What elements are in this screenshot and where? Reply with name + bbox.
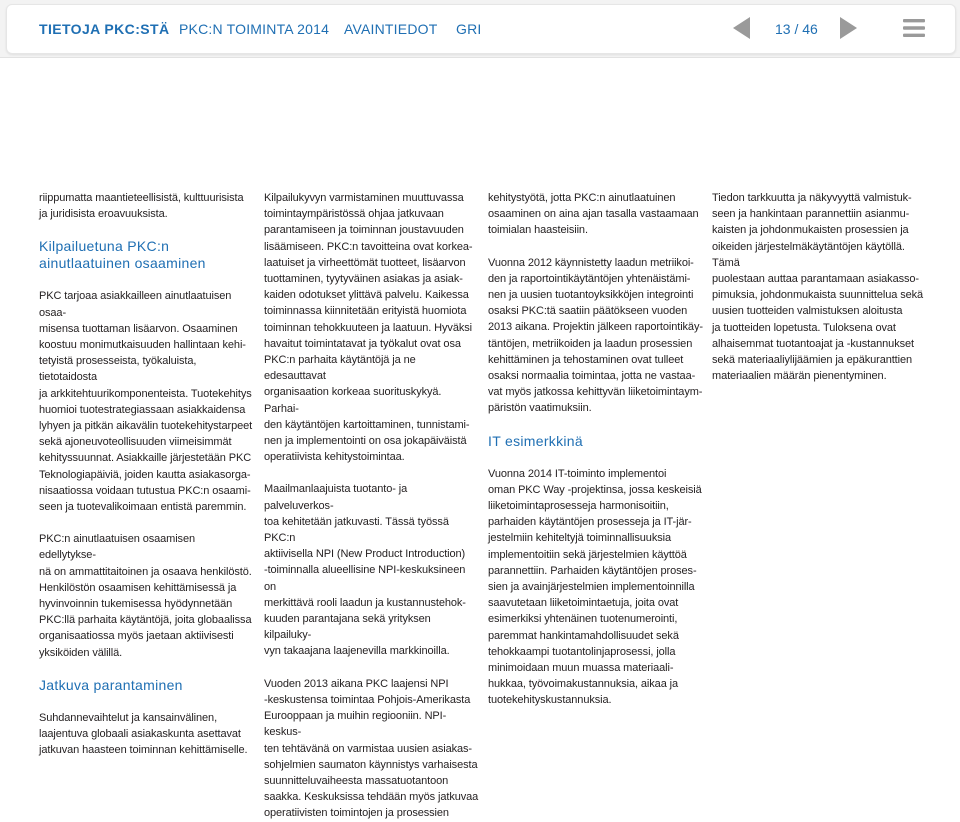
paragraph: Suhdannevaihtelut ja kansainvälinen, laajentuva globaali asiakaskunta asettavat jatkuvan haasteen toiminnan kehittämiselle. [39,711,248,757]
paragraph: riippumatta maantieteellisistä, kulttuurisista ja juridisista eroavuuksista. [39,192,244,221]
section-heading-it-esimerkkina: IT esimerkkinä [488,432,583,449]
nav-tab-pkc-toiminta[interactable]: PKC:N TOIMINTA 2014 [179,21,330,37]
menu-button[interactable] [903,19,925,42]
section-heading-jatkuva-parantaminen: Jatkuva parantaminen [39,676,183,693]
text-column-4 [712,190,932,384]
text-column-1 [39,190,254,758]
nav-tab-avaintiedot[interactable]: AVAINTIEDOT [344,21,438,37]
paragraph: PKC tarjoaa asiakkailleen ainutlaatuisen osaa- misensa tuottaman lisäarvon. Osaaminen koostuu monimutkaisuuden hallintaan kehi- tetyistä prosesseista, työkaluista, tietotaidosta ja arkkitehtuurikomponenteista. Tuotekehitys huomioi tuotestrategiassaan asiakkaidensa lyhyen ja pitkän aikavälin tuotekehitystarpeet sekä ajoneuvoteollisuuden viimeisimmät kehityssuunnat. Asiakkaille järjestetään PKC Teknologiapäiviä, joiden kautta asiakasorga- nisaatiossa voidaan tutustua PKC:n osaami- seen ja tuotevalikoimaan entistä paremmin. [39,290,253,514]
paragraph: PKC:n ainutlaatuisen osaamisen edellytykse- nä on ammattitaitoinen ja osaava henkilöstö. Henkilöstön osaamisen kehittämisessä ja hyvinvoinnin tukemisessa hyödynnetään PKC:llä parhaita käytäntöjä, joita globaalissa organisaatiossa myös jaetaan aktiivisesti yksiköiden välillä. [39,533,252,659]
section-heading-kilpailuetuna: Kilpailuetuna PKC:n ainutlaatuinen osaaminen [39,238,206,272]
paragraph: Vuoden 2013 aikana PKC laajensi NPI -keskustensa toimintaa Pohjois-Amerikasta Eurooppaan ja muihin regiooniin. NPI-keskus- ten tehtävänä on varmistaa uusien asiakas- sohjelmien saumaton käynnistys varhaisesta suunnitteluvaiheesta massatuotantoon saakka. Keskuksissa tehdään myös jatkuvaa operatiivisten toimintojen ja prosessien [264,677,479,820]
text-column-2 [264,190,479,822]
top-navigation-bar [0,0,960,58]
paragraph: Vuonna 2012 käynnistetty laadun metriikoi- den ja raportointikäytäntöjen yhtenäistämi- nen ja uusien tuotantoyksikköjen integrointi osaksi PKC:tä saatiin päätökseen vuoden 2013 aikana. Projektin jälkeen raportointikäy- täntöjen, metriikoiden ja laadun prosessien kehittäminen ja tehostaminen ovat tulleet osaksi normaalia toimintaa, jotta ne vastaa- vat myös jatkossa kehittyvän liiketoimintaym- päristön vaatimuksiin. [488,256,703,415]
paragraph: Maailmanlaajuista tuotanto- ja palveluverkos- toa kehitetään jatkuvasti. Tässä työssä PKC:n aktiivisella NPI (New Product Introduction) -toiminnalla alueellisine NPI-keskuksineen on merkittävä rooli laadun ja kustannustehok- kuuden parantajana sekä yrityksen kilpailuky- vyn takaajana laajenevilla markkinoilla. [264,483,466,658]
paragraph: Vuonna 2014 IT-toiminto implementoi oman PKC Way -projektinsa, jossa keskeisiä liiketoimintaprosesseja harmonisoitiin, parhaiden käytäntöjen prosesseja ja IT-jär- jestelmiin kehiteltyjä toiminnallisuuksia implementoitiin sekä järjestelmien käyttöä parannettiin. Parhaiden käytäntöjen proses- sien ja avainjärjestelmien implementoinnilla saavutetaan liiketoimintaetuja, joita ovat esimerkiksi yhtenäinen tuotenumerointi, paremmat hankintamahdollisuudet sekä tehokkaampi tuotantolinjaprosessi, jolla minimoidaan muun muassa materiaali- hukkaa, työvoimakustannuksia, aikaa ja tuotekehityskustannuksia. [488,467,702,707]
nav-tab-gri[interactable]: GRI [456,21,482,37]
hamburger-menu-icon [903,19,925,37]
navigation-panel [6,4,956,54]
paragraph: Kilpailukyvyn varmistaminen muuttuvassa toimintaympäristössä ohjaa jatkuvaan parantamiseen ja toiminnan joustavuuden lisäämiseen. PKC:n tavoitteina ovat korkea- laatuiset ja virheettömät tuotteet, lisäarvon tuottaminen, tyytyväinen asiakas ja asiak- kaiden odotukset ylittävä palvelu. Kaikessa toiminnassa kiinnitetään erityistä huomiota toiminnan tehokkuuteen ja laatuun. Hyväksi havaitut toimintatavat ja työkalut ovat osa PKC:n parhaita käytäntöjä ja ne edesauttavat organisaation korkeaa suorituskykyä. Parhai- den käytäntöjen kartoittaminen, tunnistami- nen ja implementointi on osa jokapäiväistä operatiivista kehitystoimintaa. [264,192,473,464]
page-indicator: 13 / 46 [775,21,818,37]
chevron-left-icon [733,17,751,39]
next-page-button[interactable] [839,17,857,44]
previous-page-button[interactable] [733,17,751,44]
paragraph: kehitystyötä, jotta PKC:n ainutlaatuinen osaaminen on aina ajan tasalla vastaamaan toimialan haasteisiin. [488,192,699,237]
text-column-3 [488,190,703,709]
nav-tab-tietoja-pkc[interactable]: TIETOJA PKC:STÄ [39,21,170,37]
chevron-right-icon [839,17,857,39]
paragraph: Tiedon tarkkuutta ja näkyvyyttä valmistuk- seen ja hankintaan parannettiin asianmu- kaisten ja johdonmukaisten prosessien ja oikeiden järjestelmäkäytäntöjen käytöllä. Tämä puolestaan auttaa parantamaan asiakasso- pimuksia, johdonmukaista suunnittelua sekä uusien tuotteiden valmistuksen aloitusta ja tuotteiden lopetusta. Tuloksena ovat alhaisemmat tuotantoajat ja -kustannukset sekä materiaaliylijäämien ja epäkuranttien materiaalien määrän pienentyminen. [712,192,924,383]
